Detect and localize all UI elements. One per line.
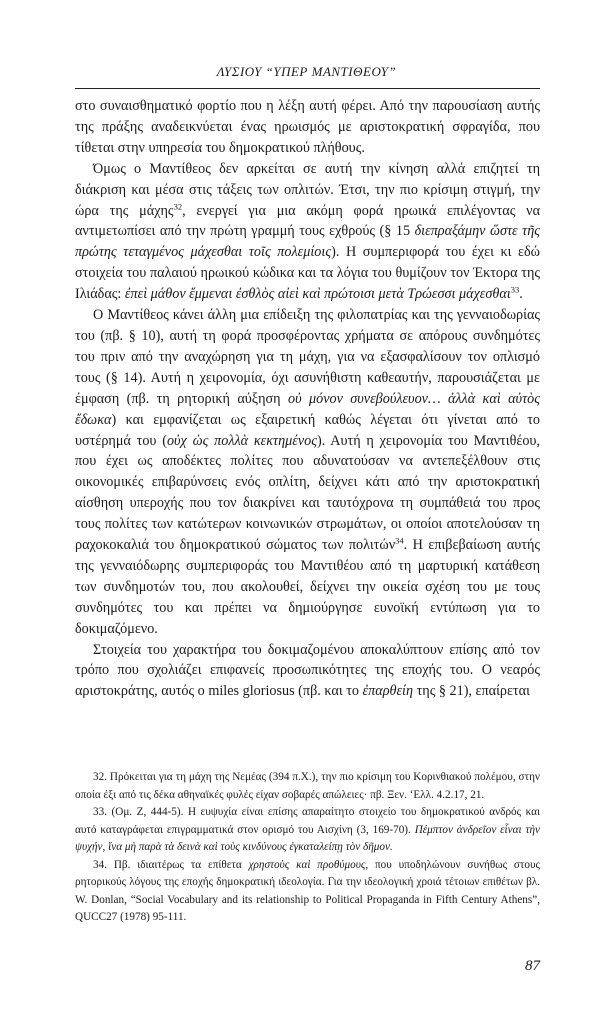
greek-quote: οὐχ ὡς πολλὰ κεκτημένος [166,432,318,449]
footnote-34: 34. Πβ. ιδιαιτέρως τα επίθετα χρηστοὺς καὶ προθύμους, που υποδηλώνουν συνήθως στους ρητορικούς λόγους της εποχής δημοκρατική ιδεολογία. Για την ιδεολογική χροιά τέτοιων επιθέτων βλ. W. Donlan, “Social Vocabulary and its relationship to Political Propaganda in Fifth Century Athens”, QUCC27 (1978) 95-111. [75,858,540,923]
paragraph-4: Στοιχεία του χαρακτήρα του δοκιμαζομένου αποκαλύπτουν επίσης από τον τρόπο που σχολιάζει επιφανείς προσωπικότητες της εποχής του. Ο νεαρός αριστοκράτης, αυτός ο miles gloriosus (πβ. και το ἐπαρθείη της § 21), επαίρεται [75,641,540,700]
footnote-33: 33. (Ομ. Ζ, 444-5). Η ευψυχία είναι επίσης απαραίτητο στοιχείο του δημοκρατικού ανδρός και αυτό καταγράφεται επιγραμματικά στον ορισμό του Αισχίνη (3, 169-70). Πέμπτον ἀνδρεῖον εἶναι τὴν ψυχήν, ἵνα μὴ παρὰ τὰ δεινὰ καὶ τοὺς κινδύνους ἐγκαταλείπῃ τὸν δῆμον. [75,806,540,853]
paragraph-1: στο συναισθηματικό φορτίο που η λέξη αυτή φέρει. Από την παρουσίαση αυτής της πράξης αναδεικνύεται ένας ηρωισμός με αριστοκρατική σφραγίδα, που τίθεται στην υπηρεσία του δημοκρατικού πλήθους. [75,98,540,156]
paragraph-2: Όμως ο Μαντίθεος δεν αρκείται σε αυτή την κίνηση αλλά επιζητεί τη διάκριση και μέσα στις τάξεις των οπλιτών. Έτσι, την πιο κρίσιμη στιγμή, την ώρα της μάχης$^{32}$, ενεργεί για μια ακόμη φορά ηρωικά επιλέγοντας να αντιμετωπίσει από την πρώτη γραμμή τους εχθρούς (§ 15 διεπραξάμην ὥστε τῆς πρώτης τεταγμένος μάχεσθαι τοῖς πολεμίοις). Η συμπεριφορά του έχει κι εδώ στοιχεία του παλαιού ηρωικού κώδικα και τα λόγια του θυμίζουν τον Έκτορα της Ιλιάδας: ἐπεὶ μάθον ἔμμεναι ἐσθλὸς αἰεὶ καὶ πρώτοισι μετὰ Τρώεσσι μάχεσθαι$^{33}$. [75,160,540,303]
greek-quote: ἐπαρθείη [362,683,414,700]
running-header: ΛΥΣΙΟΥ “ΥΠΕΡ ΜΑΝΤΙΘΕΟΥ” [216,64,397,79]
greek-quote: οὐ μόνον συνεβούλευον… ἀλλὰ καὶ αὐτὸς ἔδωκα [75,390,540,428]
paragraph-3: Ο Μαντίθεος κάνει άλλη μια επίδειξη της φιλοπατρίας και της γενναιοδωρίας του (πβ. § 10), αυτή τη φορά προσφέροντας χρήματα σε απόρους συνδημότες του πριν από την αναχώρηση για τη μάχη, για να εξασφαλίσουν τον οπλισμό τους (§ 14). Αυτή η χειρονομία, όχι ασυνήθιστη καθεαυτήν, παρουσιάζεται με έμφαση (πβ. τη ρητορική αύξηση οὐ μόνον συνεβούλευον… ἀλλὰ καὶ αὐτὸς ἔδωκα) και εμφανίζεται ως εξαιρετική καθώς λέγεται ότι γίνεται από το υστέρημά του (οὐχ ὡς πολλὰ κεκτημένος). Αυτή η χειρονομία του Μαντιθέου, που έχει ως αποδέκτες πολίτες που αδυνατούσαν να αντεπεξέλθουν στις οικονομικές επιβαρύνσεις ενός οπλίτη, δείχνει κάτι από την αριστοκρατική αίσθηση υπεροχής που τον διακρίνει και ταυτόχρονα τη συμπάθειά του προς τους πολίτες των κατώτερων κοινωνικών στρωμάτων, οι οποίοι αποτελούσαν τη ραχοκοκαλιά του δημοκρατικού σώματος των πολιτών$^{34}$. Η επιβεβαίωση αυτής της γενναιόδωρης συμπεριφοράς του Μαντιθέου από τη μαρτυρική κατάθεση των συνδημοτών του, που ακολουθεί, δείχνει την οικεία σχέση του με τους συνδημότες του και πρέπει να δημιούργησε ευνοϊκή εντύπωση για το δοκιμαζόμενο. [75,307,541,637]
greek-quote: ἐπεὶ μάθον ἔμμεναι ἐσθλὸς αἰεὶ καὶ πρώτοισι μετὰ Τρώεσσι μάχεσθαι [124,286,511,303]
footnotes [75,769,540,927]
footnote-ref-34[interactable]: 34 [395,535,404,546]
footnote-ref-33[interactable]: 33 [510,284,520,295]
footnote-32: 32. Πρόκειται για τη μάχη της Νεμέας (394 π.Χ.), την πιο κρίσιμη του Κορινθιακού πολέμου, στην οποία έξι από τις δέκα αθηναϊκές φυλές είχαν σοβαρές απώλειες· πβ. Ξεν. ‘Ελλ. 4.2.17, 21. [75,771,540,801]
page-number: 87 [525,958,540,974]
header-rule [75,88,540,89]
greek-quote: διεπραξάμην ὥστε τῆς πρώτης τεταγμένος μάχεσθαι τοῖς πολεμίοις [75,223,540,261]
body-text [75,96,540,702]
footnote-ref-32[interactable]: 32 [173,200,183,211]
